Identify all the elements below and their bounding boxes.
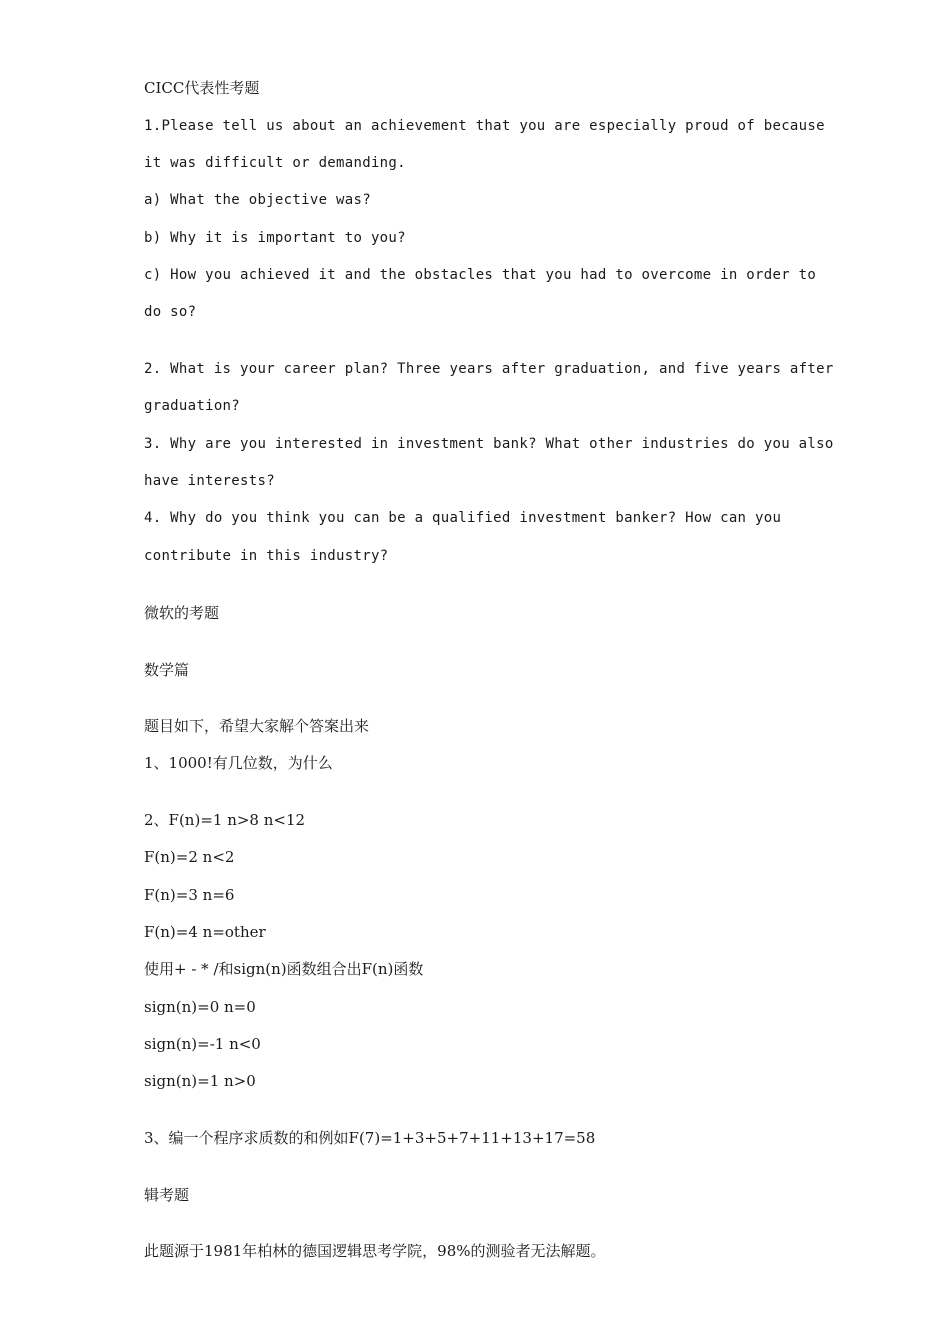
question-1-part-a: a) What the objective was? (144, 192, 371, 208)
microsoft-heading: 微软的考题 (144, 604, 220, 622)
math-question-2-line-2: F(n)=2 n<2 (144, 848, 235, 866)
question-1-line-1: 1.Please tell us about an achievement that you are especially proud of because (144, 118, 825, 134)
question-3-line-1: 3. Why are you interested in investment bank? What other industries do you also (144, 436, 834, 452)
math-heading: 数学篇 (144, 661, 190, 679)
math-question-2-line-8: sign(n)=1 n>0 (144, 1072, 256, 1090)
math-question-3: 3、编一个程序求质数的和例如F(7)=1+3+5+7+11+13+17=58 (144, 1129, 596, 1147)
cicc-heading: CICC代表性考题 (144, 79, 260, 97)
math-question-2-line-1: 2、F(n)=1 n>8 n<12 (144, 811, 306, 829)
question-2-line-1: 2. What is your career plan? Three years after graduation, and five years after (144, 361, 834, 377)
logic-intro: 此题源于1981年柏林的德国逻辑思考学院，98%的测验者无法解题。 (144, 1242, 606, 1260)
question-4-line-2: contribute in this industry? (144, 548, 389, 564)
logic-heading: 辑考题 (144, 1186, 190, 1204)
question-1-part-b: b) Why it is important to you? (144, 230, 406, 246)
math-question-2-line-7: sign(n)=-1 n<0 (144, 1035, 261, 1053)
question-1-line-2: it was difficult or demanding. (144, 155, 406, 171)
question-2-line-2: graduation? (144, 398, 241, 414)
question-4-line-1: 4. Why do you think you can be a qualified investment banker? How can you (144, 510, 782, 526)
question-3-line-2: have interests? (144, 473, 275, 489)
math-question-2-line-4: F(n)=4 n=other (144, 923, 266, 941)
math-question-2-line-5: 使用+ - * /和sign(n)函数组合出F(n)函数 (144, 960, 424, 978)
question-1-part-c-line-2: do so? (144, 304, 197, 320)
math-question-1: 1、1000!有几位数，为什么 (144, 754, 333, 772)
math-intro: 题目如下，希望大家解个答案出来 (144, 717, 370, 735)
math-question-2-line-3: F(n)=3 n=6 (144, 886, 235, 904)
question-1-part-c-line-1: c) How you achieved it and the obstacles that you had to overcome in order to (144, 267, 817, 283)
math-question-2-line-6: sign(n)=0 n=0 (144, 998, 256, 1016)
